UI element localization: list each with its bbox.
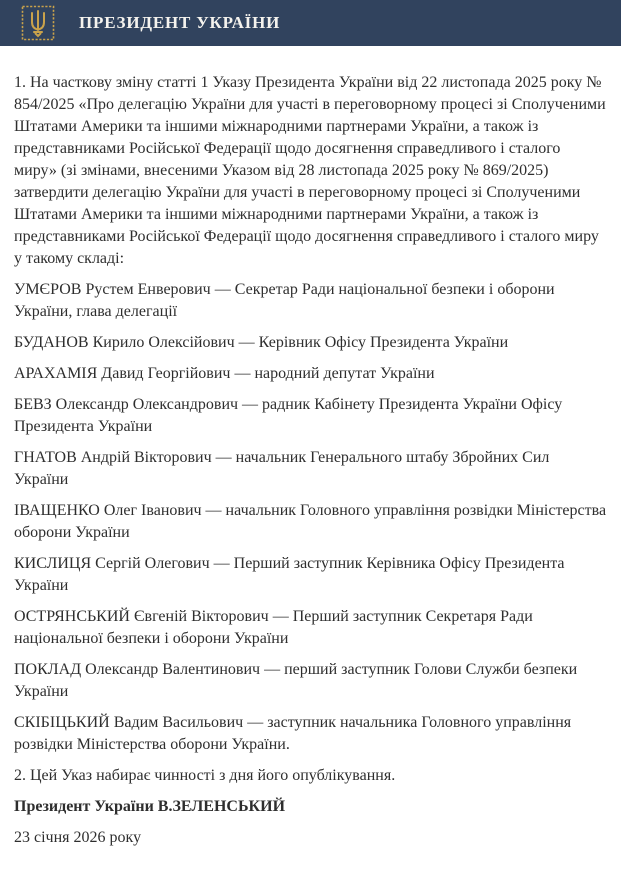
delegation-member: ОСТРЯНСЬКИЙ Євгеній Вікторович — Перший заступник Секретаря Ради національної безпеки і оборони України: [14, 608, 533, 647]
delegation-member: ПОКЛАД Олександр Валентинович — перший заступник Голови Служби безпеки України: [14, 661, 578, 700]
decree-closing-paragraph: 2. Цей Указ набирає чинності з дня його опублікування.: [14, 767, 396, 784]
decree-intro-paragraph: 1. На часткову зміну статті 1 Указу Президента України від 22 листопада 2025 року № 854/2025 «Про делегацію України для участі в переговорному процесі зі Сполученими Штатами Америки та іншими міжнародними партнерами України, а також із представниками Російської Федерації щодо досягнення справедливого і сталого миру» (зі змінами, внесеними Указом від 28 листопада 2025 року № 869/2025) затвердити делегацію України для участі в переговорному процесі зі Сполученими Штатами Америки та іншими міжнародними партнерами України, а також із представниками Російської Федерації щодо досягнення справедливого і сталого миру у такому складі:: [14, 74, 606, 267]
delegation-member: БЕВЗ Олександр Олександрович — радник Кабінету Президента України Офісу Президента України: [14, 396, 563, 435]
header-title: ПРЕЗИДЕНТ УКРАЇНИ: [79, 13, 281, 32]
ukraine-trident-icon: [21, 5, 55, 41]
header-bar: [0, 0, 621, 46]
delegation-member: УМЄРОВ Рустем Енверович — Секретар Ради національної безпеки і оборони України, глава делегації: [14, 281, 555, 320]
delegation-member: КИСЛИЦЯ Сергій Олегович — Перший заступник Керівника Офісу Президента України: [14, 555, 565, 594]
delegation-member: СКІБІЦЬКИЙ Вадим Васильович — заступник начальника Головного управління розвідки Міністерства оборони України.: [14, 714, 572, 753]
delegation-member: ГНАТОВ Андрій Вікторович — начальник Генерального штабу Збройних Сил України: [14, 449, 550, 488]
delegation-member: БУДАНОВ Кирило Олексійович — Керівник Офісу Президента України: [14, 334, 509, 351]
decree-date: 23 січня 2026 року: [14, 829, 142, 846]
delegation-member: АРАХАМІЯ Давид Георгійович — народний депутат України: [14, 365, 435, 382]
decree-document: [0, 46, 621, 876]
president-signature: Президент України В.ЗЕЛЕНСЬКИЙ: [14, 798, 286, 815]
delegation-member: ІВАЩЕНКО Олег Іванович — начальник Головного управління розвідки Міністерства оборони України: [14, 502, 607, 541]
